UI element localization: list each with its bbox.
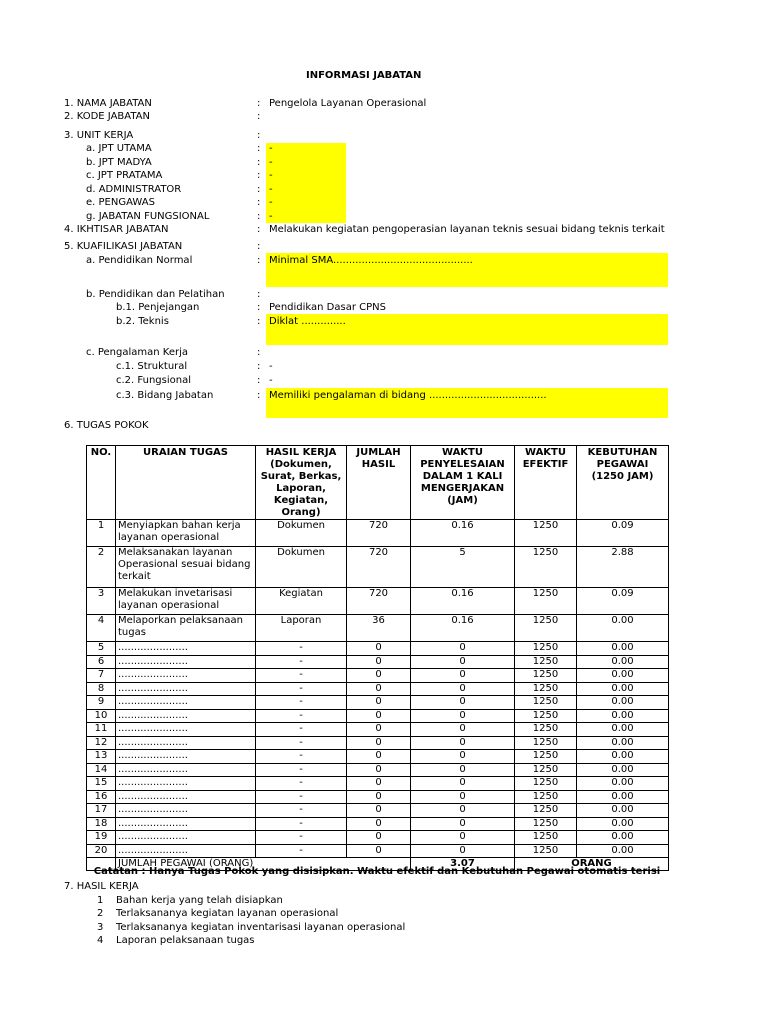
cell-hasil-kerja: - <box>256 696 347 710</box>
field-colon: : <box>257 316 261 327</box>
field-label: c. Pengalaman Kerja <box>86 347 189 358</box>
table-row <box>87 804 669 818</box>
cell-waktu-penyelesaian: 0 <box>411 642 515 656</box>
field-colon: : <box>257 289 261 300</box>
cell-waktu-penyelesaian: 0 <box>411 736 515 750</box>
field-value: - <box>269 143 273 154</box>
cell-uraian: ...................... <box>116 655 256 669</box>
field-colon: : <box>257 184 261 195</box>
hasil-kerja-text: Terlaksananya kegiatan layanan operasional <box>116 908 339 919</box>
cell-hasil-kerja: Kegiatan <box>256 588 347 615</box>
cell-no: 19 <box>87 831 116 845</box>
cell-waktu-efektif: 1250 <box>515 615 577 642</box>
hasil-kerja-heading: 7. HASIL KERJA <box>64 881 139 892</box>
cell-waktu-penyelesaian: 0 <box>411 777 515 791</box>
cell-waktu-penyelesaian: 0 <box>411 804 515 818</box>
cell-no: 11 <box>87 723 116 737</box>
hasil-kerja-number: 1 <box>97 895 104 906</box>
cell-uraian: ...................... <box>116 844 256 858</box>
cell-jumlah-hasil: 0 <box>347 790 411 804</box>
header-no: NO. <box>87 446 116 520</box>
header-kebutuhan-pegawai: KEBUTUHAN PEGAWAI (1250 JAM) <box>577 446 669 520</box>
cell-waktu-efektif: 1250 <box>515 696 577 710</box>
cell-hasil-kerja: - <box>256 844 347 858</box>
field-label: b.2. Teknis <box>116 316 169 327</box>
cell-no: 3 <box>87 588 116 615</box>
field-label: b. Pendidikan dan Pelatihan <box>86 289 225 300</box>
field-label: c.3. Bidang Jabatan <box>116 390 214 401</box>
header-waktu-penyelesaian: WAKTU PENYELESAIAN DALAM 1 KALI MENGERJAKAN (JAM) <box>411 446 515 520</box>
cell-waktu-efektif: 1250 <box>515 547 577 588</box>
field-value: Pengelola Layanan Operasional <box>269 98 427 109</box>
cell-hasil-kerja: - <box>256 831 347 845</box>
cell-hasil-kerja: - <box>256 709 347 723</box>
cell-uraian: Menyiapkan bahan kerja layanan operasional <box>116 520 256 547</box>
cell-jumlah-hasil: 36 <box>347 615 411 642</box>
field-label: d. ADMINISTRATOR <box>86 184 182 195</box>
table-header-row <box>87 446 669 520</box>
field-label: 1. NAMA JABATAN <box>64 98 152 109</box>
cell-jumlah-hasil: 0 <box>347 736 411 750</box>
table-row <box>87 777 669 791</box>
cell-waktu-penyelesaian: 0 <box>411 723 515 737</box>
field-label: a. JPT UTAMA <box>86 143 152 154</box>
hasil-kerja-number: 2 <box>97 908 104 919</box>
cell-jumlah-hasil: 0 <box>347 831 411 845</box>
cell-no: 4 <box>87 615 116 642</box>
table-row <box>87 520 669 547</box>
field-value: Pendidikan Dasar CPNS <box>269 302 386 313</box>
table-row <box>87 655 669 669</box>
cell-hasil-kerja: - <box>256 723 347 737</box>
footer-label: JUMLAH PEGAWAI (ORANG) <box>116 858 411 871</box>
cell-no: 8 <box>87 682 116 696</box>
field-colon: : <box>257 390 261 401</box>
cell-waktu-penyelesaian: 0 <box>411 682 515 696</box>
cell-hasil-kerja: - <box>256 790 347 804</box>
header-waktu-efektif: WAKTU EFEKTIF <box>515 446 577 520</box>
table-row <box>87 750 669 764</box>
cell-waktu-efektif: 1250 <box>515 750 577 764</box>
cell-waktu-efektif: 1250 <box>515 520 577 547</box>
catatan-note: Catatan : Hanya Tugas Pokok yang disisipkan. Waktu efektif dan Kebutuhan Pegawai otomatis terisi <box>93 866 661 877</box>
cell-jumlah-hasil: 0 <box>347 844 411 858</box>
unit-kerja-highlight <box>266 143 346 223</box>
table-row <box>87 615 669 642</box>
cell-hasil-kerja: - <box>256 682 347 696</box>
cell-uraian: ...................... <box>116 736 256 750</box>
cell-no: 12 <box>87 736 116 750</box>
field-colon: : <box>257 211 261 222</box>
header-uraian: URAIAN TUGAS <box>116 446 256 520</box>
field-colon: : <box>257 255 261 266</box>
header-hasil-kerja: HASIL KERJA (Dokumen, Surat, Berkas, Laporan, Kegiatan, Orang) <box>256 446 347 520</box>
field-colon: : <box>257 170 261 181</box>
field-colon: : <box>257 361 261 372</box>
cell-waktu-penyelesaian: 0 <box>411 669 515 683</box>
table-row <box>87 642 669 656</box>
field-value: - <box>269 197 273 208</box>
table-row <box>87 817 669 831</box>
cell-kebutuhan-pegawai: 0.00 <box>577 669 669 683</box>
cell-uraian: ...................... <box>116 804 256 818</box>
table-row <box>87 736 669 750</box>
cell-jumlah-hasil: 720 <box>347 588 411 615</box>
field-value: - <box>269 375 273 386</box>
field-colon: : <box>257 143 261 154</box>
cell-no: 15 <box>87 777 116 791</box>
cell-jumlah-hasil: 0 <box>347 682 411 696</box>
field-label: c.2. Fungsional <box>116 375 191 386</box>
table-row <box>87 763 669 777</box>
cell-waktu-efektif: 1250 <box>515 763 577 777</box>
cell-waktu-penyelesaian: 0 <box>411 763 515 777</box>
cell-hasil-kerja: - <box>256 763 347 777</box>
field-label: b.1. Penjejangan <box>116 302 200 313</box>
cell-no: 9 <box>87 696 116 710</box>
cell-waktu-efektif: 1250 <box>515 831 577 845</box>
cell-kebutuhan-pegawai: 0.09 <box>577 588 669 615</box>
field-colon: : <box>257 157 261 168</box>
field-label: c.1. Struktural <box>116 361 188 372</box>
cell-no: 2 <box>87 547 116 588</box>
field-colon: : <box>257 98 261 109</box>
cell-uraian: ...................... <box>116 669 256 683</box>
cell-kebutuhan-pegawai: 0.00 <box>577 817 669 831</box>
field-colon: : <box>257 241 261 252</box>
field-colon: : <box>257 224 261 235</box>
cell-no: 5 <box>87 642 116 656</box>
field-value: - <box>269 184 273 195</box>
cell-uraian: ...................... <box>116 696 256 710</box>
cell-uraian: ...................... <box>116 817 256 831</box>
cell-waktu-efektif: 1250 <box>515 736 577 750</box>
field-value: - <box>269 157 273 168</box>
cell-waktu-penyelesaian: 0 <box>411 709 515 723</box>
cell-waktu-penyelesaian: 0.16 <box>411 588 515 615</box>
cell-no: 18 <box>87 817 116 831</box>
cell-jumlah-hasil: 720 <box>347 520 411 547</box>
cell-kebutuhan-pegawai: 0.00 <box>577 696 669 710</box>
cell-waktu-efektif: 1250 <box>515 817 577 831</box>
cell-kebutuhan-pegawai: 0.00 <box>577 831 669 845</box>
footer-total: 3.07 <box>411 858 515 871</box>
cell-kebutuhan-pegawai: 0.00 <box>577 750 669 764</box>
table-row <box>87 682 669 696</box>
field-value: Melakukan kegiatan pengoperasian layanan teknis sesuai bidang teknis terkait <box>269 224 665 235</box>
cell-waktu-efektif: 1250 <box>515 804 577 818</box>
field-value: - <box>269 170 273 181</box>
cell-jumlah-hasil: 0 <box>347 777 411 791</box>
hasil-kerja-number: 4 <box>97 935 104 946</box>
cell-hasil-kerja: - <box>256 750 347 764</box>
field-label: 5. KUAFILIKASI JABATAN <box>64 241 183 252</box>
cell-waktu-penyelesaian: 0 <box>411 817 515 831</box>
cell-waktu-efektif: 1250 <box>515 655 577 669</box>
cell-kebutuhan-pegawai: 0.00 <box>577 804 669 818</box>
cell-kebutuhan-pegawai: 0.09 <box>577 520 669 547</box>
cell-hasil-kerja: - <box>256 777 347 791</box>
cell-hasil-kerja: - <box>256 642 347 656</box>
table-row <box>87 696 669 710</box>
field-label: 3. UNIT KERJA <box>64 130 134 141</box>
cell-jumlah-hasil: 0 <box>347 696 411 710</box>
cell-uraian: ...................... <box>116 790 256 804</box>
hasil-kerja-text: Bahan kerja yang telah disiapkan <box>116 895 283 906</box>
cell-kebutuhan-pegawai: 2.88 <box>577 547 669 588</box>
cell-waktu-penyelesaian: 0.16 <box>411 520 515 547</box>
field-colon: : <box>257 347 261 358</box>
table-body <box>87 520 669 858</box>
cell-kebutuhan-pegawai: 0.00 <box>577 777 669 791</box>
tugas-pokok-table <box>86 445 669 871</box>
hasil-kerja-text: Terlaksananya kegiatan inventarisasi layanan operasional <box>116 922 406 933</box>
cell-uraian: ...................... <box>116 709 256 723</box>
cell-waktu-penyelesaian: 0 <box>411 750 515 764</box>
cell-waktu-efektif: 1250 <box>515 709 577 723</box>
cell-waktu-efektif: 1250 <box>515 642 577 656</box>
field-label: g. JABATAN FUNGSIONAL <box>86 211 210 222</box>
cell-no: 6 <box>87 655 116 669</box>
cell-waktu-efektif: 1250 <box>515 682 577 696</box>
cell-no: 1 <box>87 520 116 547</box>
cell-waktu-penyelesaian: 0 <box>411 696 515 710</box>
field-colon: : <box>257 111 261 122</box>
cell-no: 14 <box>87 763 116 777</box>
cell-waktu-penyelesaian: 0 <box>411 790 515 804</box>
cell-waktu-efektif: 1250 <box>515 669 577 683</box>
cell-jumlah-hasil: 0 <box>347 763 411 777</box>
table-row <box>87 588 669 615</box>
cell-waktu-penyelesaian: 0 <box>411 844 515 858</box>
field-value: - <box>269 211 273 222</box>
cell-kebutuhan-pegawai: 0.00 <box>577 723 669 737</box>
cell-no: 10 <box>87 709 116 723</box>
cell-jumlah-hasil: 0 <box>347 709 411 723</box>
table-row <box>87 547 669 588</box>
cell-uraian: Melaporkan pelaksanaan tugas <box>116 615 256 642</box>
cell-kebutuhan-pegawai: 0.00 <box>577 642 669 656</box>
cell-no: 7 <box>87 669 116 683</box>
field-value: Minimal SMA............................................ <box>269 255 473 266</box>
cell-jumlah-hasil: 0 <box>347 655 411 669</box>
cell-waktu-penyelesaian: 0 <box>411 655 515 669</box>
cell-waktu-efektif: 1250 <box>515 790 577 804</box>
cell-waktu-efektif: 1250 <box>515 588 577 615</box>
cell-kebutuhan-pegawai: 0.00 <box>577 655 669 669</box>
field-colon: : <box>257 197 261 208</box>
hasil-kerja-text: Laporan pelaksanaan tugas <box>116 935 255 946</box>
field-label: e. PENGAWAS <box>86 197 155 208</box>
cell-uraian: ...................... <box>116 682 256 696</box>
cell-jumlah-hasil: 0 <box>347 750 411 764</box>
hasil-kerja-number: 3 <box>97 922 104 933</box>
cell-uraian: ...................... <box>116 763 256 777</box>
cell-kebutuhan-pegawai: 0.00 <box>577 844 669 858</box>
table-row <box>87 669 669 683</box>
table-row <box>87 709 669 723</box>
cell-uraian: ...................... <box>116 723 256 737</box>
field-colon: : <box>257 375 261 386</box>
cell-uraian: ...................... <box>116 831 256 845</box>
page-title: INFORMASI JABATAN <box>306 70 422 81</box>
field-value: Memiliki pengalaman di bidang ..................................... <box>269 390 547 401</box>
cell-no: 13 <box>87 750 116 764</box>
cell-jumlah-hasil: 720 <box>347 547 411 588</box>
table-row <box>87 844 669 858</box>
cell-uraian: ...................... <box>116 750 256 764</box>
cell-uraian: ...................... <box>116 777 256 791</box>
cell-waktu-penyelesaian: 0.16 <box>411 615 515 642</box>
cell-uraian: ...................... <box>116 642 256 656</box>
cell-waktu-efektif: 1250 <box>515 723 577 737</box>
table-row <box>87 790 669 804</box>
field-value: - <box>269 361 273 372</box>
cell-kebutuhan-pegawai: 0.00 <box>577 790 669 804</box>
table-row <box>87 723 669 737</box>
tugas-pokok-heading: 6. TUGAS POKOK <box>64 420 149 431</box>
cell-jumlah-hasil: 0 <box>347 723 411 737</box>
cell-kebutuhan-pegawai: 0.00 <box>577 709 669 723</box>
field-label: 2. KODE JABATAN <box>64 111 150 122</box>
cell-jumlah-hasil: 0 <box>347 817 411 831</box>
cell-kebutuhan-pegawai: 0.00 <box>577 682 669 696</box>
cell-waktu-efektif: 1250 <box>515 777 577 791</box>
cell-waktu-efektif: 1250 <box>515 844 577 858</box>
cell-jumlah-hasil: 0 <box>347 669 411 683</box>
field-label: 4. IKHTISAR JABATAN <box>64 224 169 235</box>
cell-hasil-kerja: Dokumen <box>256 547 347 588</box>
cell-no: 20 <box>87 844 116 858</box>
field-label: c. JPT PRATAMA <box>86 170 163 181</box>
cell-no: 16 <box>87 790 116 804</box>
field-value: Diklat .............. <box>269 316 346 327</box>
cell-hasil-kerja: - <box>256 804 347 818</box>
cell-hasil-kerja: - <box>256 817 347 831</box>
cell-hasil-kerja: - <box>256 669 347 683</box>
footer-unit: ORANG <box>515 858 669 871</box>
field-label: a. Pendidikan Normal <box>86 255 193 266</box>
cell-no: 17 <box>87 804 116 818</box>
cell-jumlah-hasil: 0 <box>347 804 411 818</box>
field-colon: : <box>257 302 261 313</box>
cell-waktu-penyelesaian: 5 <box>411 547 515 588</box>
header-jumlah-hasil: JUMLAH HASIL <box>347 446 411 520</box>
cell-kebutuhan-pegawai: 0.00 <box>577 736 669 750</box>
cell-hasil-kerja: - <box>256 736 347 750</box>
cell-hasil-kerja: Laporan <box>256 615 347 642</box>
cell-kebutuhan-pegawai: 0.00 <box>577 763 669 777</box>
cell-hasil-kerja: Dokumen <box>256 520 347 547</box>
field-colon: : <box>257 130 261 141</box>
cell-hasil-kerja: - <box>256 655 347 669</box>
cell-kebutuhan-pegawai: 0.00 <box>577 615 669 642</box>
field-label: b. JPT MADYA <box>86 157 152 168</box>
cell-jumlah-hasil: 0 <box>347 642 411 656</box>
cell-waktu-penyelesaian: 0 <box>411 831 515 845</box>
table-row <box>87 831 669 845</box>
cell-uraian: Melaksanakan layanan Operasional sesuai bidang terkait <box>116 547 256 588</box>
cell-uraian: Melakukan invetarisasi layanan operasional <box>116 588 256 615</box>
